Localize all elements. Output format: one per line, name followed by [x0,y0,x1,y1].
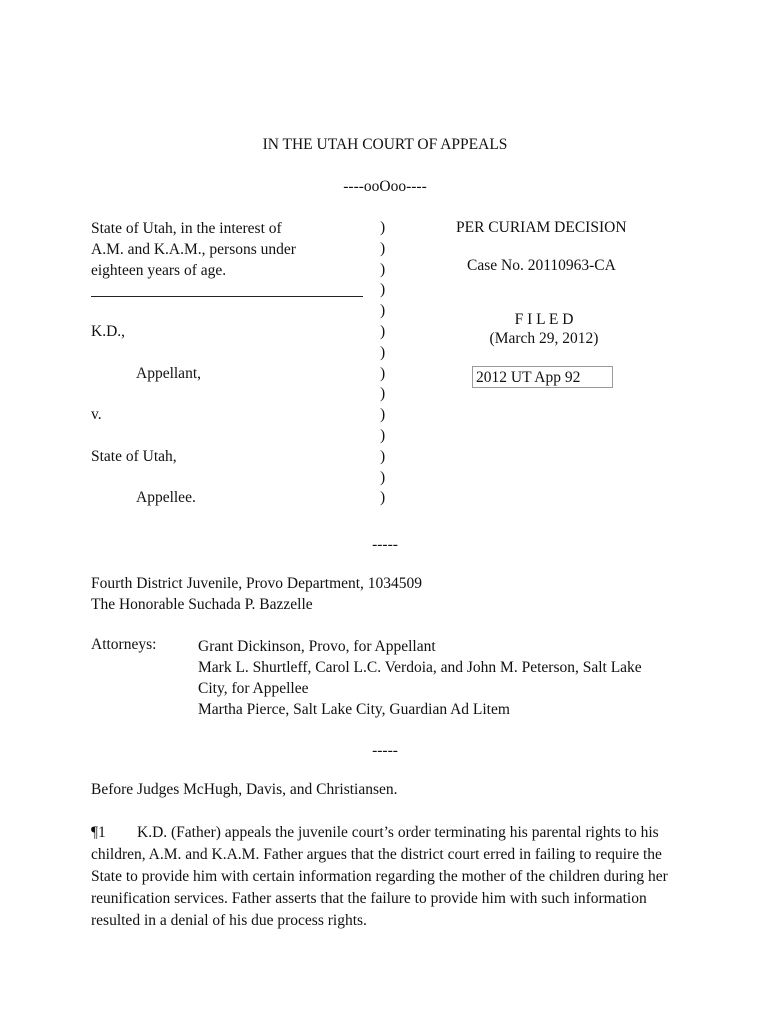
attorney-line: Mark L. Shurtleff, Carol L.C. Verdoia, and John M. Peterson, Salt Lake [198,659,642,676]
case-caption [91,218,296,281]
caption-paren: ) [380,322,386,340]
caption-paren: ) [380,364,386,382]
decision-type: PER CURIAM DECISION [456,219,627,236]
appellee-name: State of Utah, [91,448,177,465]
caption-paren: ) [380,447,386,465]
paragraph-number: ¶1 [91,824,106,841]
caption-paren: ) [380,239,386,257]
attorney-line: City, for Appellee [198,680,309,697]
caption-paren: ) [380,406,386,424]
attorney-line: Grant Dickinson, Provo, for Appellant [198,638,436,655]
filed-label: F I L E D [514,311,574,328]
caption-paren: ) [380,281,386,299]
caption-paren: ) [380,426,386,444]
top-separator: ----ooOoo---- [343,178,427,195]
attorneys-label: Attorneys: [91,636,157,653]
caption-paren: ) [380,302,386,320]
caption-parentheses [380,218,385,509]
caption-parties-line: State of Utah, in the interest of [91,220,282,237]
caption-paren: ) [380,343,386,361]
appellant-name: K.D., [91,323,126,340]
lower-court-judge: The Honorable Suchada P. Bazzelle [91,596,313,613]
caption-paren: ) [380,385,386,403]
appellant-role: Appellant, [136,365,201,382]
caption-paren: ) [380,260,386,278]
attorneys-list [198,636,642,720]
caption-paren: ) [380,219,386,236]
caption-paren: ) [380,468,386,486]
mid-separator: ----- [372,536,398,553]
caption-parties-line: A.M. and K.A.M., persons under [91,241,296,258]
panel-judges: Before Judges McHugh, Davis, and Christiansen. [91,781,398,798]
caption-rule [91,296,363,297]
citation-box: 2012 UT App 92 [472,366,613,388]
court-title: IN THE UTAH COURT OF APPEALS [262,136,508,153]
filed-date: (March 29, 2012) [489,330,599,347]
bottom-separator: ----- [372,742,398,759]
attorney-line: Martha Pierce, Salt Lake City, Guardian Ad Litem [198,701,510,718]
appellee-role: Appellee. [136,489,196,506]
caption-paren: ) [380,489,386,507]
lower-court [91,573,422,615]
versus-label: v. [91,406,102,423]
paragraph-text: K.D. (Father) appeals the juvenile court’s order terminating his parental rights to his children, A.M. and K.A.M. Father argues that the district court erred in failing to require the State to provide him with certain information regarding the mother of the children during her reunification services. Father asserts that the failure to provide him with such information resulted in a denial of his due process rights. [91,824,668,929]
paragraph-1 [91,822,681,932]
caption-parties-line: eighteen years of age. [91,262,227,279]
lower-court-name: Fourth District Juvenile, Provo Department, 1034509 [91,575,423,592]
case-number: Case No. 20110963-CA [467,257,616,274]
